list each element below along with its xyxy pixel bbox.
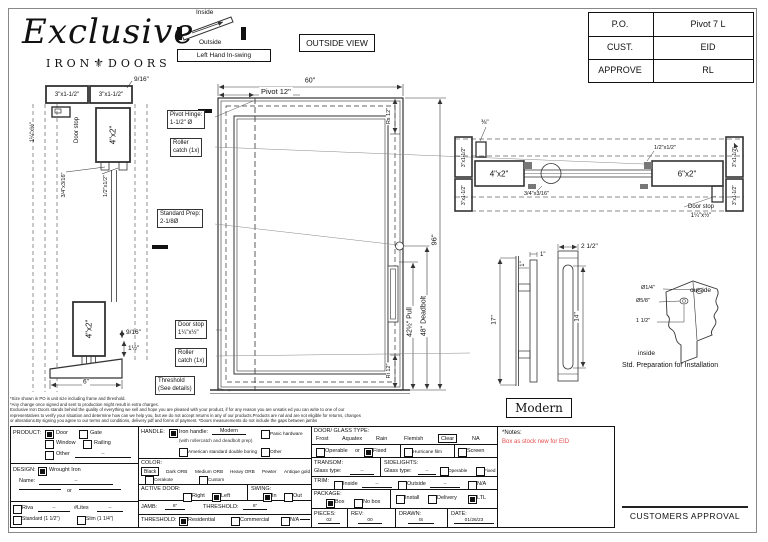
color-black-selected[interactable]: Black bbox=[141, 467, 159, 476]
sidelights-fixed: Fixed bbox=[484, 468, 496, 473]
package-delivery: Delivery bbox=[437, 495, 457, 501]
checkbox-hurricane[interactable] bbox=[404, 448, 413, 457]
jamb-size-label: 3"x1-1/2" bbox=[731, 146, 738, 168]
design-wrought-iron: Wrought Iron bbox=[49, 467, 81, 473]
lites-label: #Lites bbox=[74, 505, 89, 511]
dim-17: 17" bbox=[490, 315, 498, 325]
design-or-label: or bbox=[67, 488, 72, 494]
product-window: Window bbox=[56, 440, 76, 446]
active-right: Right bbox=[192, 493, 205, 499]
strip-size-label: 3/4"x3/16" bbox=[61, 172, 67, 198]
dim-1a: 1" bbox=[520, 261, 526, 267]
threshold-label: THRESHOLD: bbox=[141, 517, 177, 523]
door-stop-label: Door stop bbox=[74, 116, 80, 144]
rev-value[interactable]: 00 bbox=[358, 518, 382, 524]
trim-label: TRIM: bbox=[314, 478, 329, 484]
color-cell bbox=[139, 459, 312, 485]
glass-na[interactable]: NA bbox=[472, 436, 480, 442]
color-heavy-orb[interactable]: Heavy ORB bbox=[230, 469, 255, 474]
product-cell bbox=[11, 427, 139, 464]
sidelights-glass-value[interactable]: -- bbox=[418, 469, 436, 475]
color-dark-orb[interactable]: Dark ORB bbox=[166, 469, 188, 474]
checkbox-fixed[interactable] bbox=[364, 448, 373, 457]
color-label: COLOR: bbox=[141, 460, 163, 466]
square-size-label: 1/2"x1/2" bbox=[654, 145, 676, 151]
sidelights-glass-type-label: Glass type: bbox=[384, 468, 412, 474]
divider bbox=[380, 458, 381, 476]
swing-in: In bbox=[272, 493, 277, 499]
door-stop-size: 1¼"x½" bbox=[30, 121, 36, 143]
jamb-size-label: 3"x1-1/2" bbox=[460, 146, 467, 168]
checkbox-residential[interactable] bbox=[179, 517, 188, 526]
glass-options-cell bbox=[312, 445, 498, 458]
package-cell bbox=[312, 490, 498, 509]
glass-hurricane: Hurricane film bbox=[413, 449, 442, 454]
package-box: Box bbox=[335, 499, 345, 505]
divider bbox=[247, 485, 248, 500]
glass-clear-selected[interactable]: Clear bbox=[438, 434, 457, 443]
divider bbox=[400, 445, 401, 457]
trim-inside-value[interactable]: -- bbox=[362, 482, 392, 488]
glass-rain[interactable]: Rain bbox=[376, 436, 388, 442]
callout-standard-prep: Standard Prep: 2-1/8Ø bbox=[157, 209, 203, 228]
divider bbox=[395, 509, 396, 527]
prep-d58: Ø5/8" bbox=[636, 298, 650, 304]
approve-key: APPROVE bbox=[598, 65, 642, 75]
checkbox-box[interactable] bbox=[326, 499, 335, 508]
transom-glass-value[interactable]: -- bbox=[350, 469, 374, 475]
design-or-line-2[interactable] bbox=[79, 489, 121, 490]
checkbox-other-product[interactable] bbox=[45, 451, 54, 460]
cust-value: EID bbox=[700, 42, 716, 52]
glass-frost[interactable]: Frost bbox=[316, 436, 329, 442]
color-custom: Custom bbox=[208, 477, 225, 482]
tube-6x2-label: 6"x2" bbox=[677, 169, 697, 178]
design-or-line-1[interactable] bbox=[19, 489, 61, 490]
checkbox-trim-inside[interactable] bbox=[334, 481, 343, 490]
swing-caption: Left Hand In-swing bbox=[177, 49, 271, 62]
checkbox-commercial[interactable] bbox=[231, 517, 240, 526]
dim-rs12: Rs 12" bbox=[386, 107, 392, 125]
threshold-residential: Residential bbox=[188, 517, 216, 523]
glass-operable: Operable bbox=[325, 448, 348, 454]
jamb-cell bbox=[139, 501, 312, 515]
threshold-cell bbox=[139, 515, 312, 527]
checkbox-window[interactable] bbox=[45, 440, 54, 449]
divider bbox=[390, 490, 391, 508]
approve-value: RL bbox=[702, 65, 714, 75]
pieces-value[interactable]: 02 bbox=[318, 518, 340, 524]
handle-style-name: Modern bbox=[506, 398, 572, 418]
design-name-value[interactable]: -- bbox=[39, 479, 113, 485]
date-value[interactable]: 01/26/23 bbox=[454, 518, 494, 524]
checkbox-riva[interactable] bbox=[13, 505, 22, 514]
transom-glass-type-label: Glass type: bbox=[314, 468, 342, 474]
po-value: Pivot 7 L bbox=[690, 19, 726, 29]
notes-title: *Notes: bbox=[502, 430, 522, 436]
jamb-value[interactable]: 6" bbox=[165, 504, 185, 510]
prep-outside: outside bbox=[690, 287, 711, 294]
logo-script: Exclusive bbox=[22, 12, 195, 52]
door-stop-size: 1¼"x½" bbox=[690, 213, 712, 219]
jamb-label: JAMB: bbox=[141, 504, 158, 510]
glass-flemish[interactable]: Flemish bbox=[404, 436, 424, 442]
product-railing: Railing bbox=[94, 440, 111, 446]
checkbox-wrought-iron[interactable] bbox=[38, 467, 47, 476]
handle-label: HANDLE: bbox=[141, 429, 165, 435]
checkbox-screen[interactable] bbox=[458, 448, 467, 457]
jamb-size-label: 3"x1-1/2" bbox=[98, 91, 124, 98]
riva-label: Riva bbox=[22, 505, 34, 511]
checkbox-iron-handle[interactable] bbox=[169, 429, 178, 438]
order-form bbox=[10, 426, 615, 528]
product-gate: Gate bbox=[90, 430, 102, 436]
cust-key: CUST. bbox=[606, 42, 634, 52]
product-other: Other bbox=[56, 451, 70, 457]
callout-roller-bottom: Roller catch (1x) bbox=[175, 348, 207, 367]
pieces-label: PIECES: bbox=[314, 511, 336, 517]
dim-38: ⅜" bbox=[481, 119, 489, 126]
rev-label: REV: bbox=[351, 511, 364, 517]
swing-out: Out bbox=[293, 493, 302, 499]
glass-type-label: DOOR/ GLASS TYPE: bbox=[314, 428, 370, 434]
divider bbox=[454, 445, 455, 457]
checkbox-panic[interactable] bbox=[261, 430, 270, 439]
fine-print: *Size shown in PO is unit size including frame and threshold. *Any change once signed and sent to production might result in extra charges. Exclusive Iron Doors stands behind the quality of everything we sell and hope you are pleased with your product, if for any reason you are unsatis ed you can write to one of our representatives to verify your situation and determine how can we help you, but we do not accept returns in any of our products.Products are nal and are not eligible for returns, changes or alterations.By signing you agree to our terms and conditions, delivery pdf and forms of payment. *Doors measurements do not include the gaps between jambs bbox=[10, 396, 361, 424]
notes-cell bbox=[498, 427, 614, 527]
package-nobox: No box bbox=[363, 499, 381, 505]
dim-96: 96" bbox=[429, 234, 439, 246]
signature-line[interactable] bbox=[622, 506, 748, 508]
checkbox-custom[interactable] bbox=[199, 476, 208, 485]
strip-size-label: 3/4"x3/16" bbox=[524, 191, 550, 197]
checkbox-threshold-na[interactable] bbox=[281, 517, 290, 526]
tube-4x2-label: 4"x2" bbox=[108, 125, 118, 145]
drawn-label: DRAWN: bbox=[399, 511, 422, 517]
prep-d14: Ø1/4" bbox=[641, 285, 655, 291]
swing-label: SWING: bbox=[251, 486, 272, 492]
notes-body: Box as stock new for EID bbox=[502, 439, 570, 445]
active-left: Left bbox=[221, 493, 231, 499]
callout-threshold: Threshold (See details) bbox=[155, 376, 195, 395]
threshold-size-label: THRESHOLD: bbox=[203, 504, 239, 510]
iron-handle-label: Iron handle: bbox=[179, 429, 209, 435]
dim-6in: 6" bbox=[83, 378, 89, 386]
tube-4x2-label: 4"x2" bbox=[84, 319, 94, 339]
po-key: P.O. bbox=[611, 19, 629, 29]
checkbox-install[interactable] bbox=[396, 495, 405, 504]
dim-916-bottom: 9/16" bbox=[126, 329, 141, 336]
riva-cell bbox=[11, 502, 139, 527]
glass-aquatex[interactable]: Aquatex bbox=[342, 436, 363, 442]
door-stop-label: Door stop bbox=[687, 204, 715, 210]
threshold-commercial: Commercial bbox=[240, 517, 270, 523]
dim-1half: 1½" bbox=[128, 345, 140, 352]
active-door-label: ACTIVE DOOR: bbox=[141, 486, 181, 492]
callout-roller-top: Roller catch (1x) bbox=[170, 138, 202, 157]
elevation-graphic bbox=[152, 84, 644, 394]
standard-label: Standard (1 1/2") bbox=[22, 516, 60, 522]
logo-doors: DOORS bbox=[108, 57, 171, 70]
footer-cell bbox=[312, 509, 498, 527]
checkbox-ltl[interactable] bbox=[468, 495, 477, 504]
sidelights-label: SIDELIGHTS: bbox=[384, 460, 419, 466]
drawn-value[interactable]: IS bbox=[408, 518, 434, 524]
handle-other-label: Other bbox=[270, 449, 282, 454]
slim-label: Slim (1 1/4") bbox=[86, 516, 114, 522]
checkbox-operable[interactable] bbox=[316, 448, 325, 457]
dim-2half: 2 1/2" bbox=[581, 243, 598, 250]
sidelights-operable: Operable bbox=[448, 468, 468, 473]
swing-outside-label: Outside bbox=[199, 39, 222, 46]
threshold-size-value[interactable]: 6" bbox=[243, 504, 267, 510]
lites-value[interactable]: -- bbox=[97, 506, 123, 512]
prep-d112: 1 1/2" bbox=[636, 318, 651, 324]
prep-inside: inside bbox=[638, 350, 655, 357]
dim-425-pull: 42½" Pull bbox=[406, 307, 414, 337]
riva-value[interactable]: -- bbox=[38, 506, 70, 512]
color-antique-gold[interactable]: Antique gold bbox=[284, 469, 311, 474]
dim-1b: 1" bbox=[540, 252, 546, 258]
checkbox-railing[interactable] bbox=[83, 440, 92, 449]
checkbox-standard[interactable] bbox=[13, 516, 22, 525]
dim-916-top: 9/16" bbox=[134, 76, 149, 83]
callout-pivot-hinge: Pivot Hinge: 1-1/2" Ø bbox=[167, 110, 205, 129]
dim-48-deadbolt: 48" Deadbolt bbox=[420, 295, 428, 337]
divider bbox=[347, 509, 348, 527]
threshold-na: N/A bbox=[290, 517, 300, 523]
divider bbox=[447, 509, 448, 527]
square-size-label: 1/2"x1/2" bbox=[103, 175, 109, 197]
transom-label: TRANSOM: bbox=[314, 460, 344, 466]
outside-view-label: OUTSIDE VIEW bbox=[299, 34, 375, 52]
product-label: PRODUCT: bbox=[13, 430, 42, 436]
dim-ri12: Ri 12" bbox=[386, 363, 392, 379]
checkbox-slim[interactable] bbox=[77, 516, 86, 525]
checkbox-cerakote[interactable] bbox=[145, 476, 154, 485]
trim-outside: Outside bbox=[407, 481, 426, 487]
design-cell bbox=[11, 464, 139, 502]
date-label: DATE: bbox=[451, 511, 467, 517]
color-cerakote: Cerakote bbox=[154, 477, 174, 482]
checkbox-nobox[interactable] bbox=[354, 499, 363, 508]
package-install: Install bbox=[405, 495, 420, 501]
trim-cell bbox=[312, 477, 498, 490]
design-name-label: Name: bbox=[19, 478, 36, 484]
trim-inside: Inside bbox=[343, 481, 358, 487]
product-other-value[interactable]: -- bbox=[75, 452, 131, 458]
dim-60: 60" bbox=[304, 77, 316, 85]
checkbox-trim-outside[interactable] bbox=[398, 481, 407, 490]
iron-handle-value[interactable]: Modern bbox=[212, 429, 246, 435]
checkbox-other-handle[interactable] bbox=[261, 448, 270, 457]
trim-na: N/A bbox=[477, 481, 487, 487]
handle-subnote: (with rollercatch and deadbolt prep) bbox=[179, 438, 253, 443]
fleur-icon: ⚜ bbox=[93, 56, 109, 70]
product-door: Door bbox=[56, 430, 68, 436]
threshold-na-value[interactable] bbox=[300, 519, 310, 520]
transom-sidelights-cell bbox=[312, 458, 498, 477]
package-ltl: LTL bbox=[477, 495, 487, 501]
callout-door-stop: Door stop 1¼"x½" bbox=[175, 320, 207, 339]
dim-14: 14" bbox=[573, 312, 581, 322]
jamb-size-label: 3"x1-1/2" bbox=[731, 184, 738, 206]
logo-subtitle bbox=[46, 56, 171, 70]
glass-fixed: Fixed bbox=[373, 448, 387, 454]
color-medium-orb[interactable]: Medium ORB bbox=[195, 469, 224, 474]
tube-4x2-label: 4"x2" bbox=[489, 169, 509, 178]
trim-outside-value[interactable]: -- bbox=[430, 482, 460, 488]
glass-screen: Screen bbox=[467, 448, 485, 454]
checkbox-trim-na[interactable] bbox=[468, 481, 477, 490]
jamb-size-label: 3"x1-1/2" bbox=[54, 91, 80, 98]
american-standard-label: American standard double boring bbox=[188, 449, 258, 454]
approval-label: CUSTOMERS APPROVAL bbox=[629, 511, 741, 521]
design-label: DESIGN: bbox=[13, 467, 36, 473]
logo-iron: IRON bbox=[46, 57, 94, 70]
color-pewter[interactable]: Pewter bbox=[262, 469, 277, 474]
panic-hardware-label: Panic hardware bbox=[270, 431, 303, 436]
swing-inside-label: Inside bbox=[196, 9, 214, 16]
checkbox-american-standard[interactable] bbox=[179, 448, 188, 457]
package-label: PACKAGE: bbox=[314, 491, 342, 497]
active-swing-cell bbox=[139, 485, 312, 501]
glass-type-cell bbox=[312, 427, 498, 445]
handle-cell bbox=[139, 427, 312, 459]
checkbox-delivery[interactable] bbox=[428, 495, 437, 504]
prep-caption: Std. Preparation for Installation bbox=[622, 362, 719, 369]
checkbox-door[interactable] bbox=[45, 430, 54, 439]
dim-pivot12: Pivot 12" bbox=[261, 87, 291, 96]
jamb-size-label: 3"x1-1/2" bbox=[460, 184, 467, 206]
checkbox-gate[interactable] bbox=[79, 430, 88, 439]
glass-or: or bbox=[355, 448, 360, 454]
